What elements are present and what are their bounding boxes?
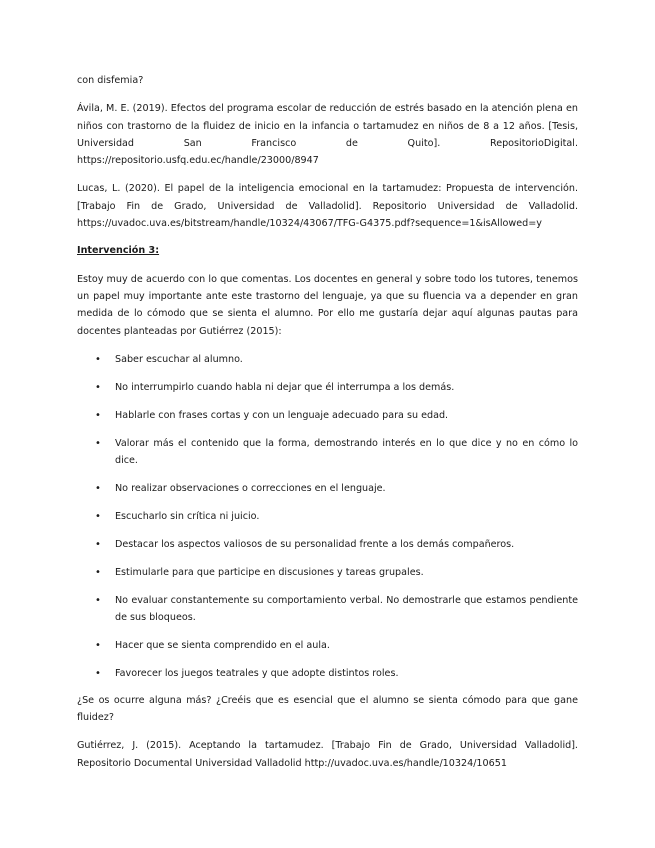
list-item <box>77 592 578 626</box>
list-item-text: Destacar los aspectos valiosos de su personalidad frente a los demás compañeros. <box>115 538 515 550</box>
list-item-text: Saber escuchar al alumno. <box>115 353 243 365</box>
list-item <box>77 665 578 682</box>
list-item <box>77 435 578 469</box>
bullet-icon: • <box>95 594 101 606</box>
reference-gutierrez <box>77 737 578 772</box>
list-item-text: Hablarle con frases cortas y con un lenguaje adecuado para su edad. <box>115 409 449 421</box>
reference-line: [Trabajo Fin de Grado, Universidad de Valladolid]. Repositorio Universidad de Valladolid. <box>77 200 578 212</box>
list-item <box>77 508 578 525</box>
reference-line: niños con trastorno de la fluidez de inicio en la infancia o tartamudez en niños de 8 a 12 años. [Tesis, <box>77 120 578 132</box>
list-item <box>77 564 578 581</box>
reference-url: Repositorio Documental Universidad Valladolid http://uvadoc.uva.es/handle/10324/10651 <box>77 757 507 769</box>
list-item <box>77 379 578 396</box>
bullet-icon: • <box>95 437 101 449</box>
bullet-icon: • <box>95 409 101 421</box>
reference-line: Lucas, L. (2020). El papel de la inteligencia emocional en la tartamudez: Propuesta de intervención. <box>77 183 578 195</box>
bullet-icon: • <box>95 381 101 393</box>
body-paragraph: Estoy muy de acuerdo con lo que comentas. Los docentes en general y sobre todo los tutores, tenemos un papel muy importante ante este trastorno del lenguaje, ya que su fluencia va a depender en gran medida de lo cómodo que se sienta el alumno. Por ello me gustaría dejar aquí algunas pautas para docentes planteadas por Gutiérrez (2015): <box>77 273 578 337</box>
reference-line: Gutiérrez, J. (2015). Aceptando la tartamudez. [Trabajo Fin de Grado, Universidad Valladolid]. <box>77 740 578 752</box>
reference-lucas <box>77 180 578 232</box>
list-item-text: No interrumpirlo cuando habla ni dejar que él interrumpa a los demás. <box>115 381 455 393</box>
reference-url: https://repositorio.usfq.edu.ec/handle/23000/8947 <box>77 155 319 167</box>
reference-line: Ávila, M. E. (2019). Efectos del programa escolar de reducción de estrés basado en la atención plena en <box>77 103 578 115</box>
list-item-text: Favorecer los juegos teatrales y que adopte distintos roles. <box>115 667 399 679</box>
bullet-icon: • <box>95 639 101 651</box>
list-item-text: Valorar más el contenido que la forma, demostrando interés en lo que dice y no en cómo lo dice. <box>115 437 578 466</box>
list-item-text: No realizar observaciones o correcciones en el lenguaje. <box>115 482 386 494</box>
reference-url: https://uvadoc.uva.es/bitstream/handle/10324/43067/TFG-G4375.pdf?sequence=1&isAllowed=y <box>77 218 542 230</box>
reference-avila <box>77 100 578 169</box>
bullet-icon: • <box>95 510 101 522</box>
guidelines-list <box>77 351 578 682</box>
reference-line: Universidad San Francisco de Quito]. RepositorioDigital. <box>77 137 578 149</box>
intro-fragment: con disfemia? <box>77 75 144 86</box>
bullet-icon: • <box>95 482 101 494</box>
list-item <box>77 480 578 497</box>
bullet-icon: • <box>95 566 101 578</box>
list-item <box>77 637 578 654</box>
list-item <box>77 407 578 424</box>
list-item <box>77 536 578 553</box>
bullet-icon: • <box>95 667 101 679</box>
list-item <box>77 351 578 368</box>
list-item-text: Hacer que se sienta comprendido en el aula. <box>115 639 330 651</box>
list-item-text: Escucharlo sin crítica ni juicio. <box>115 510 260 522</box>
bullet-icon: • <box>95 538 101 550</box>
section-heading: Intervención 3: <box>77 245 160 257</box>
list-item-text: No evaluar constantemente su comportamiento verbal. No demostrarle que estamos pendiente de sus bloqueos. <box>115 594 578 623</box>
document-page <box>77 72 578 772</box>
list-item-text: Estimularle para que participe en discusiones y tareas grupales. <box>115 566 424 578</box>
closing-question: ¿Se os ocurre alguna más? ¿Creéis que es esencial que el alumno se sienta cómodo para que gane fluidez? <box>77 694 578 724</box>
bullet-icon: • <box>95 353 101 365</box>
